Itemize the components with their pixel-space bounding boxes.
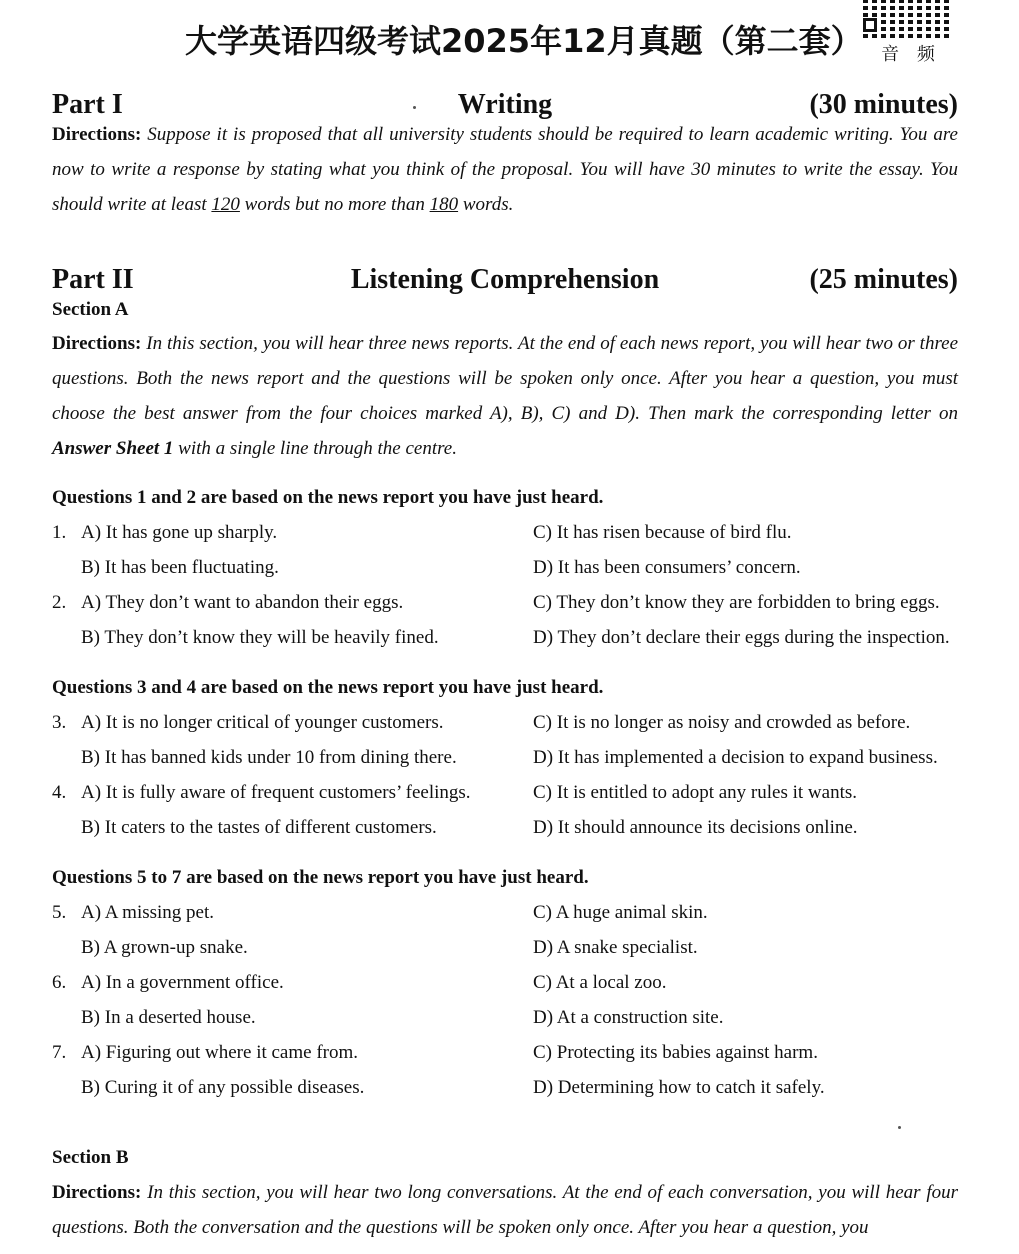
directions-text: In this section, you will hear two long conversations. At the end of each conversation, you will hear four questions. Both the conversation and the questions will be spoken only once. After you hear a question, you bbox=[52, 1182, 958, 1238]
question-row bbox=[52, 810, 962, 845]
question-number: 2. bbox=[52, 592, 67, 613]
question-row bbox=[52, 895, 962, 930]
section-b-title: Section B bbox=[52, 1147, 129, 1168]
scan-speck bbox=[413, 106, 416, 109]
answer-option[interactable]: C) It has risen because of bird flu. bbox=[533, 522, 792, 543]
section-a-directions bbox=[52, 326, 958, 466]
answer-option[interactable]: D) At a construction site. bbox=[533, 1007, 724, 1028]
question-row bbox=[52, 775, 962, 810]
directions-text: with a single line through the centre. bbox=[173, 438, 457, 459]
question-group-heading: Questions 1 and 2 are based on the news report you have just heard. bbox=[52, 487, 604, 508]
question-row bbox=[52, 585, 962, 620]
answer-option[interactable]: B) It has been fluctuating. bbox=[81, 557, 279, 578]
answer-option[interactable]: B) They don’t know they will be heavily fined. bbox=[81, 627, 439, 648]
directions-label: Directions: bbox=[52, 124, 142, 145]
part2-heading bbox=[52, 263, 958, 297]
section-a-title: Section A bbox=[52, 299, 129, 320]
part2-time: (25 minutes) bbox=[809, 264, 958, 295]
answer-option[interactable]: C) Protecting its babies against harm. bbox=[533, 1042, 818, 1063]
answer-option[interactable]: D) Determining how to catch it safely. bbox=[533, 1077, 825, 1098]
question-row bbox=[52, 515, 962, 550]
directions-label: Directions: bbox=[52, 333, 142, 354]
question-number: 1. bbox=[52, 522, 67, 543]
directions-text: words. bbox=[458, 194, 514, 215]
answer-option[interactable]: D) They don’t declare their eggs during the inspection. bbox=[533, 627, 950, 648]
question-number: 3. bbox=[52, 712, 67, 733]
question-row bbox=[52, 1035, 962, 1070]
question-row bbox=[52, 705, 962, 740]
part2-label: Part II bbox=[52, 264, 134, 295]
directions-text: Suppose it is proposed that all university students should be required to learn academic writing. You are now to write a response by stating what you think of the proposal. You will have 30 minutes to write the essay. You should write at least bbox=[52, 124, 958, 215]
question-row bbox=[52, 1000, 962, 1035]
answer-option[interactable]: C) It is no longer as noisy and crowded as before. bbox=[533, 712, 911, 733]
answer-option[interactable]: B) Curing it of any possible diseases. bbox=[81, 1077, 365, 1098]
question-group-heading: Questions 5 to 7 are based on the news report you have just heard. bbox=[52, 867, 589, 888]
answer-option[interactable]: C) A huge animal skin. bbox=[533, 902, 708, 923]
directions-text: words but no more than bbox=[239, 194, 430, 215]
answer-option[interactable]: D) It has implemented a decision to expand business. bbox=[533, 747, 938, 768]
part1-name: Writing bbox=[457, 89, 553, 120]
answer-option[interactable]: A) It is fully aware of frequent customers’ feelings. bbox=[81, 782, 471, 803]
question-group-heading: Questions 3 and 4 are based on the news report you have just heard. bbox=[52, 677, 604, 698]
answer-option[interactable]: A) A missing pet. bbox=[81, 902, 215, 923]
question-row bbox=[52, 620, 962, 655]
question-number: 5. bbox=[52, 902, 67, 923]
question-row bbox=[52, 1070, 962, 1105]
scan-speck bbox=[898, 1126, 901, 1129]
question-row bbox=[52, 550, 962, 585]
answer-option[interactable]: D) It should announce its decisions online. bbox=[533, 817, 858, 838]
answer-option[interactable]: D) It has been consumers’ concern. bbox=[533, 557, 801, 578]
qr-finder-pattern bbox=[863, 18, 877, 32]
max-words: 180 bbox=[429, 194, 459, 215]
answer-option[interactable]: A) It has gone up sharply. bbox=[81, 522, 278, 543]
part1-directions bbox=[52, 117, 958, 222]
answer-option[interactable]: D) A snake specialist. bbox=[533, 937, 698, 958]
answer-option[interactable]: A) They don’t want to abandon their eggs. bbox=[81, 592, 404, 613]
answer-option[interactable]: A) Figuring out where it came from. bbox=[81, 1042, 359, 1063]
answer-option[interactable]: B) In a deserted house. bbox=[81, 1007, 256, 1028]
question-row bbox=[52, 965, 962, 1000]
answer-option[interactable]: C) It is entitled to adopt any rules it wants. bbox=[533, 782, 858, 803]
answer-option[interactable]: A) It is no longer critical of younger customers. bbox=[81, 712, 444, 733]
question-row bbox=[52, 930, 962, 965]
answer-option[interactable]: A) In a government office. bbox=[81, 972, 284, 993]
directions-label: Directions: bbox=[52, 1182, 142, 1203]
question-number: 7. bbox=[52, 1042, 67, 1063]
part1-time: (30 minutes) bbox=[809, 89, 958, 120]
answer-option[interactable]: B) It has banned kids under 10 from dining there. bbox=[81, 747, 457, 768]
question-number: 4. bbox=[52, 782, 67, 803]
question-row bbox=[52, 740, 962, 775]
answer-option[interactable]: B) It caters to the tastes of different customers. bbox=[81, 817, 437, 838]
answer-sheet-ref: Answer Sheet 1 bbox=[52, 438, 174, 459]
qr-caption: 音 频 bbox=[881, 44, 941, 65]
directions-text: In this section, you will hear three news reports. At the end of each news report, you will hear two or three questions. Both the news report and the questions will be spoken only once. After you hear a question, you must choose the best answer from the four choices marked A), B), C) and D). Then mark the corresponding letter on bbox=[52, 333, 958, 424]
min-words: 120 bbox=[211, 194, 240, 215]
part1-label: Part I bbox=[52, 89, 123, 120]
section-b-directions bbox=[52, 1175, 958, 1245]
part2-name: Listening Comprehension bbox=[350, 264, 660, 295]
answer-option[interactable]: C) They don’t know they are forbidden to bring eggs. bbox=[533, 592, 940, 613]
answer-option[interactable]: C) At a local zoo. bbox=[533, 972, 667, 993]
exam-title: 大学英语四级考试2025年12月真题（第二套） bbox=[185, 22, 863, 60]
question-number: 6. bbox=[52, 972, 67, 993]
answer-option[interactable]: B) A grown-up snake. bbox=[81, 937, 248, 958]
